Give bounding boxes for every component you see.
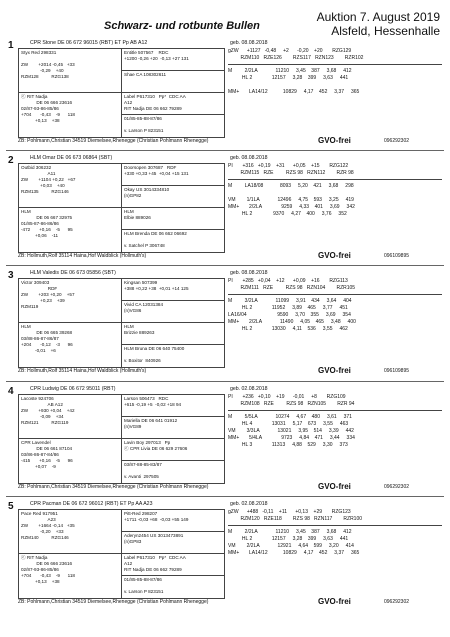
breeder-line: ZB: Pohlmann,Christian 34519 Diemelsee,Rhenegge (Christian Pohlmann Rhenegge): [18, 484, 209, 490]
breeder-line: ZB: Hollmuth,Rolf 35114 Haina,Hof Waldblick (Hollmuth's): [18, 368, 147, 374]
birth-date: geb. 02.08.2018: [230, 501, 268, 507]
pedigree-table: [18, 394, 225, 484]
granddam-maternal: HLM Brenda DE 06 662 06692 v. Satchel P 306748: [124, 231, 187, 248]
index-line-2: RZM115 RZE RZS 98 RZN112 RZR 98: [228, 170, 354, 176]
index-line-2: RZM120 RZE118 RZS 98 RZN117 RZR100: [228, 516, 363, 522]
index-line-1: PI +316 +0,19 +31 +0,05 +15 RZG122: [228, 163, 349, 169]
performance-table: M 2/2LA 11210 3,45 387 3,68 412 HL 2 12157 3,28 399 3,63 441 VM 2/2LA 12921 4,64 599 3,20 414 MM+ LA14/12 10829 4,17 452 3,37 365: [228, 529, 360, 556]
grandsire-paternal: Pitt-Red 298207 +1711 -0,03 +68 -0,03 +55 149: [122, 510, 224, 532]
entry-separator: [6, 150, 444, 151]
catalog-number: 2: [8, 155, 14, 166]
pedigree-parents: [19, 395, 122, 483]
pedigree-grandparents: [122, 49, 224, 137]
index-line-1: PI +285 +0,04 +12 +0,09 +16 RZG113: [228, 278, 348, 284]
divider: [228, 410, 442, 411]
grandsire-maternal: Lavin Boy 297013 Pp ⓔ CPR Livia DE 06 629 27606: [122, 439, 224, 461]
dam-box: CPR Lavendel DE 06 661 87104 03/86-86-87-84/86 -415 +0,16 -5 96 +0,07 -9: [21, 440, 73, 469]
grandsire-paternal: Larson 506473 RDC +615 -0,19 +5 -0,02 +18 94: [122, 395, 224, 417]
divider: [228, 294, 442, 295]
sire-box: Pace Red 917951 A23 ZW +1664 -0,14 +35 -0,20 +33 RZM140 RZG146: [19, 510, 121, 554]
pedigree-grandparents: [122, 279, 224, 367]
bull-entry: [6, 501, 444, 613]
granddam-paternal: Aderyn2454 US 3013473891 (n)GP83: [122, 532, 224, 554]
entry-separator: [6, 381, 444, 382]
performance-table: M 2/2LA 11210 3,45 387 3,68 412 HL 2 12157 3,28 399 3,63 441 MM+ LA14/12 10829 4,17 452 3,37 365: [228, 68, 360, 95]
dam-box: HLM DE 06 665 39268 03/88-86-87-86/87 +204 -0,12 -3 96 -0,01 +6: [21, 324, 73, 353]
catalog-number: 1: [8, 40, 14, 51]
granddam-paternal: Vivid CA 12031384 (n)VG86: [122, 301, 224, 323]
gvo-badge: GVO-frei: [318, 251, 351, 260]
granddam-maternal: HLM Bruna DE 06 640 75400 v. Boxitor 840926: [124, 346, 185, 363]
divider: [228, 64, 442, 65]
pedigree-grandparents: [122, 395, 224, 483]
performance-table: M 3/2LA 11099 3,91 434 3,64 404 HL 2 11952 3,89 465 3,77 451 LA16/04 9590 3,70 355 3,69 354 MM+ 2/2LA 11490 4,05 465 3,48 400 HL 2 13030 4,11 536 3,55 462: [228, 298, 356, 332]
auction-date: Auktion 7. August 2019: [316, 10, 440, 24]
gvo-badge: GVO-frei: [318, 366, 351, 375]
divider: [228, 525, 442, 526]
sire-box: Outbid 306232 A11 ZW +1104 +0,22 +67 +0,03 +40 RZM135 RZG146: [19, 164, 121, 208]
index-line-2: RZM108 RZE RZS 98 RZN105 RZR 94: [228, 401, 355, 407]
bull-name: HLM Omar DE 06 673 06864 (SBT): [30, 155, 113, 161]
bull-name: CPR Pacman DE 06 672 96012 (RBT) ET Pp AA A23: [30, 501, 153, 507]
grandsire-maternal: HLM Elbie 889026: [122, 208, 224, 230]
breeding-values: [228, 394, 442, 449]
birth-date: geb. 02.08.2018: [230, 386, 268, 392]
birth-date: geb. 08.08.2018: [230, 40, 268, 46]
sire-box: Lacoste 924706 AB A12 ZW +930 +0,04 +42 -0,09 +34 RZM121 RZG119: [19, 395, 121, 439]
bull-name: CPR Ludwig DE 06 672 95011 (RBT): [30, 386, 116, 392]
entry-separator: [6, 496, 444, 497]
index-line-2: RZM111 RZE RZS 98 RZN104 RZR105: [228, 285, 356, 291]
pedigree-parents: [19, 510, 122, 598]
grandsire-paternal: Doorsopen 307687 RDF +330 +0,33 +45 +0,04 +15 131: [122, 164, 224, 186]
birth-date: geb. 08.08.2018: [230, 155, 268, 161]
sire-box: Victor 309403 RDF ZW +203 +0,20 +57 +0,23 +39 RZM119: [19, 279, 121, 323]
grandsire-maternal: Label P617310 Pp* CDC AA A12 RIT Nadja DE 06 662 79289: [122, 93, 224, 115]
pedigree-table: [18, 509, 225, 599]
breeding-values: [228, 48, 442, 96]
lab-number: 096109895: [384, 368, 410, 374]
catalog-number: 3: [8, 270, 14, 281]
index-line-2: RZM110 RZE126 RZS117 RZN123 RZR102: [228, 55, 364, 61]
bull-name: HLM Valedis DE 06 673 05856 (SBT): [30, 270, 116, 276]
pedigree-parents: [19, 164, 122, 252]
pedigree-table: [18, 278, 225, 368]
granddam-maternal: 01/85-85-88-87/86 v. Larson P 823151: [124, 577, 164, 594]
pedigree-grandparents: [122, 164, 224, 252]
granddam-paternal: Okay US 3014334810 (n)GP82: [122, 186, 224, 208]
granddam-maternal: 01/85-85-88-87/86 v. Larson P 823151: [124, 116, 164, 133]
birth-date: geb. 08.08.2018: [230, 270, 268, 276]
gvo-badge: GVO-frei: [318, 136, 351, 145]
lab-number: 096292302: [384, 599, 410, 605]
gvo-badge: GVO-frei: [318, 482, 351, 491]
auction-place: Alsfeld, Hessenhalle: [331, 24, 440, 38]
bull-entry: [6, 386, 444, 498]
pedigree-grandparents: [122, 510, 224, 598]
bull-entry: [6, 40, 444, 152]
sire-box: Styx Red 298331 ZW +2014 -0,45 +33 -0,29 +40 RZM128 RZG138: [19, 49, 121, 93]
dam-box: HLM DE 06 667 32975 01/85-87-86-86/86 -472 +0,16 -5 95 +0,06 -11: [21, 209, 73, 238]
performance-table: M LA18/08 8093 5,20 421 3,68 298 VM 1/1LA 12496 4,75 593 3,25 419 MM+ 2/2LA 9259 4,33 401 3,69 342 HL 2 9370 4,27 400 3,76 352: [228, 183, 355, 217]
auction-info: [317, 10, 440, 38]
page-title: Schwarz- und rotbunte Bullen: [104, 20, 260, 32]
catalog-number: 4: [8, 386, 14, 397]
gvo-badge: GVO-frei: [318, 597, 351, 606]
index-line-1: gZW +1127 -0,48 +2 -0,20 +20 RZG129: [228, 48, 352, 54]
entry-separator: [6, 265, 444, 266]
catalog-number: 5: [8, 501, 14, 512]
divider: [228, 179, 442, 180]
breeder-line: ZB: Pohlmann,Christian 34519 Diemelsee,Rhenegge (Christian Pohlmann Rhenegge): [18, 138, 209, 144]
grandsire-maternal: HLM Brizzie 889263: [122, 323, 224, 345]
pedigree-parents: [19, 279, 122, 367]
grandsire-paternal: Entitle 507567 RDC +1200 -0,26 +20 -0,13 +27 131: [122, 49, 224, 71]
breeding-values: [228, 163, 442, 218]
dam-box: ⓔ RIT Nadja DE 06 666 23616 02/87-93-86-85/86 +704 -0,43 -9 118 +0,13 +38: [21, 94, 75, 123]
lab-number: 096292302: [384, 484, 410, 490]
bull-entry: [6, 270, 444, 382]
pedigree-parents: [19, 49, 122, 137]
pedigree-table: [18, 48, 225, 138]
bull-name: CPR Stone DE 06 672 96015 (RBT) ET Pp AB A12: [30, 40, 148, 46]
bull-entry: [6, 155, 444, 267]
breeding-values: [228, 509, 442, 557]
grandsire-paternal: Kingsan 507399 +388 +0,22 +38 +0,01 +14 125: [122, 279, 224, 301]
lab-number: 096109895: [384, 253, 410, 259]
index-line-1: gZW +488 -0,11 +11 +0,13 +29 RZG123: [228, 509, 351, 515]
granddam-maternal: 03/87-88-85-83/87 v. Avanti 297505: [124, 462, 162, 479]
breeder-line: ZB: Pohlmann,Christian 34519 Diemelsee,Rhenegge (Christian Pohlmann Rhenegge): [18, 599, 209, 605]
grandsire-maternal: Label P617310 Pp* CDC AA A12 RIT Nadja DE 06 662 79289: [122, 554, 224, 576]
index-line-1: PI +236 +0,10 +19 -0,01 +8 RZG109: [228, 394, 346, 400]
pedigree-table: [18, 163, 225, 253]
granddam-paternal: Mariella DE 06 641 01912 (n)VG89: [122, 417, 224, 439]
breeding-values: [228, 278, 442, 333]
breeder-line: ZB: Hollmuth,Rolf 35114 Haina,Hof Waldblick (Hollmuth's): [18, 253, 147, 259]
performance-table: M 5/5LA 10274 4,67 480 3,61 371 HL 4 13031 5,17 673 3,55 463 VM 3/3LA 13021 3,95 514 3,39 442 MM+ 5/4LA 9723 4,84 471 3,44 334 HL 3 11313 4,88 529 3,30 373: [228, 414, 355, 448]
dam-box: ⓔ RIT Nadja DE 06 666 23616 02/87-93-86-85/86 +704 -0,43 -9 118 +0,13 +38: [21, 555, 75, 584]
lab-number: 096292302: [384, 138, 410, 144]
granddam-paternal: Shae CA 108302611: [122, 71, 224, 93]
